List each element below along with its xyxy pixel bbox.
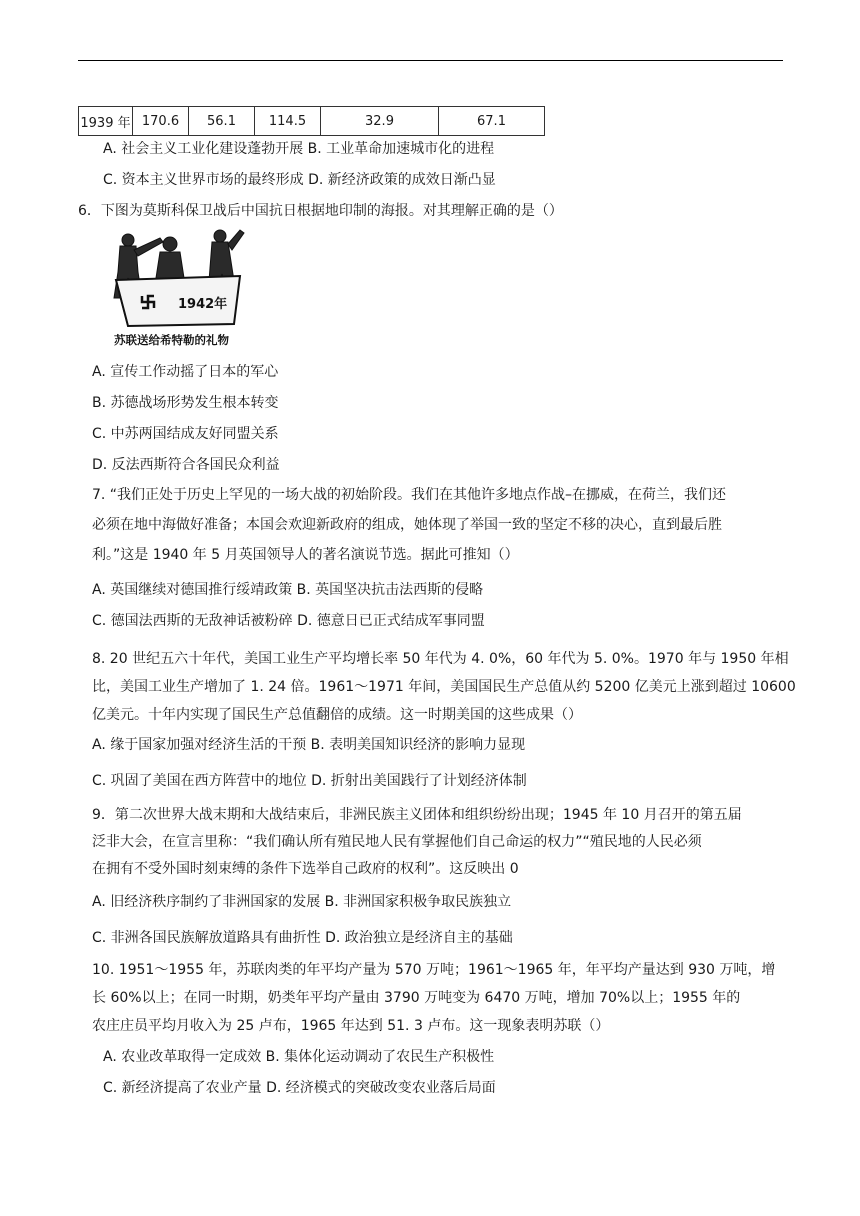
q7-stem-line2: 必须在地中海做好准备；本国会欢迎新政府的组成，她体现了举国一致的坚定不移的决心，直到最后胜 (92, 517, 722, 533)
q10-options-cd: C. 新经济提高了农业产量 D. 经济模式的突破改变农业落后局面 (103, 1080, 496, 1096)
table-cell: 32.9 (321, 107, 439, 136)
q6-option-b: B. 苏德战场形势发生根本转变 (92, 395, 279, 411)
q9-stem-line1: 9．第二次世界大战末期和大战结束后，非洲民族主义团体和组织纷纷出现；1945 年 10 月召开的第五届 (92, 807, 742, 823)
table-cell: 56.1 (189, 107, 255, 136)
q10-stem-line2: 长 60%以上；在同一时期，奶类年平均产量由 3790 万吨变为 6470 万吨，增加 70%以上；1955 年的 (92, 990, 741, 1006)
header-rule (78, 60, 783, 61)
table-row (79, 107, 545, 136)
q6-stem: 6．下图为莫斯科保卫战后中国抗日根据地印制的海报。对其理解正确的是（） (78, 203, 563, 219)
table-cell: 1939 年 (79, 107, 133, 136)
q9-stem-line3: 在拥有不受外国时刻束缚的条件下选举自己政府的权利”。这反映出 0 (92, 861, 519, 877)
propaganda-poster (108, 228, 248, 350)
q8-options-cd: C. 巩固了美国在西方阵营中的地位 D. 折射出美国践行了计划经济体制 (92, 773, 527, 789)
q9-options-ab: A. 旧经济秩序制约了非洲国家的发展 B. 非洲国家积极争取民族独立 (92, 894, 512, 910)
poster-illustration (108, 228, 248, 350)
q7-options-ab: A. 英国继续对德国推行绥靖政策 B. 英国坚决抗击法西斯的侵略 (92, 582, 484, 598)
table-cell: 67.1 (439, 107, 545, 136)
poster-caption: 苏联送给希特勒的礼物 (114, 333, 229, 347)
q8-options-ab: A. 缘于国家加强对经济生活的干预 B. 表明美国知识经济的影响力显现 (92, 737, 526, 753)
q8-stem-line3: 亿美元。十年内实现了国民生产总值翻倍的成绩。这一时期美国的这些成果（） (92, 707, 582, 723)
q6-option-a: A. 宣传工作动摇了日本的军心 (92, 364, 279, 380)
table-cell: 170.6 (133, 107, 189, 136)
q8-stem-line1: 8. 20 世纪五六十年代，美国工业生产平均增长率 50 年代为 4. 0%，60 年代为 5. 0%。1970 年与 1950 年相 (92, 651, 789, 667)
q8-stem-line2: 比，美国工业生产增加了 1. 24 倍。1961～1971 年间，美国国民生产总值从约 5200 亿美元上涨到超过 10600 (92, 679, 796, 695)
table-cell: 114.5 (255, 107, 321, 136)
q5-options-ab: A. 社会主义工业化建设蓬勃开展 B. 工业革命加速城市化的进程 (103, 141, 495, 157)
q10-stem-line1: 10. 1951～1955 年，苏联肉类的年平均产量为 570 万吨；1961～1965 年，年平均产量达到 930 万吨，增 (92, 962, 776, 978)
q5-options-cd: C. 资本主义世界市场的最终形成 D. 新经济政策的成效日渐凸显 (103, 172, 496, 188)
poster-year: 1942年 (178, 297, 228, 312)
q6-option-d: D. 反法西斯符合各国民众利益 (92, 457, 280, 473)
q7-stem-line1: 7. “我们正处于历史上罕见的一场大战的初始阶段。我们在其他许多地点作战–在挪威，在荷兰，我们还 (92, 487, 727, 503)
q7-options-cd: C. 德国法西斯的无敌神话被粉碎 D. 德意日已正式结成军事同盟 (92, 613, 485, 629)
data-table (78, 106, 545, 136)
q10-stem-line3: 农庄庄员平均月收入为 25 卢布，1965 年达到 51. 3 卢布。这一现象表明苏联（） (92, 1018, 610, 1034)
q6-option-c: C. 中苏两国结成友好同盟关系 (92, 426, 279, 442)
q7-stem-line3: 利。”这是 1940 年 5 月英国领导人的著名演说节选。据此可推知（） (92, 547, 519, 563)
q10-options-ab: A. 农业改革取得一定成效 B. 集体化运动调动了农民生产积极性 (103, 1049, 495, 1065)
q9-options-cd: C. 非洲各国民族解放道路具有曲折性 D. 政治独立是经济自主的基础 (92, 930, 513, 946)
q9-stem-line2: 泛非大会，在宣言里称：“我们确认所有殖民地人民有掌握他们自己命运的权力”“殖民地的人民必须 (92, 834, 702, 850)
